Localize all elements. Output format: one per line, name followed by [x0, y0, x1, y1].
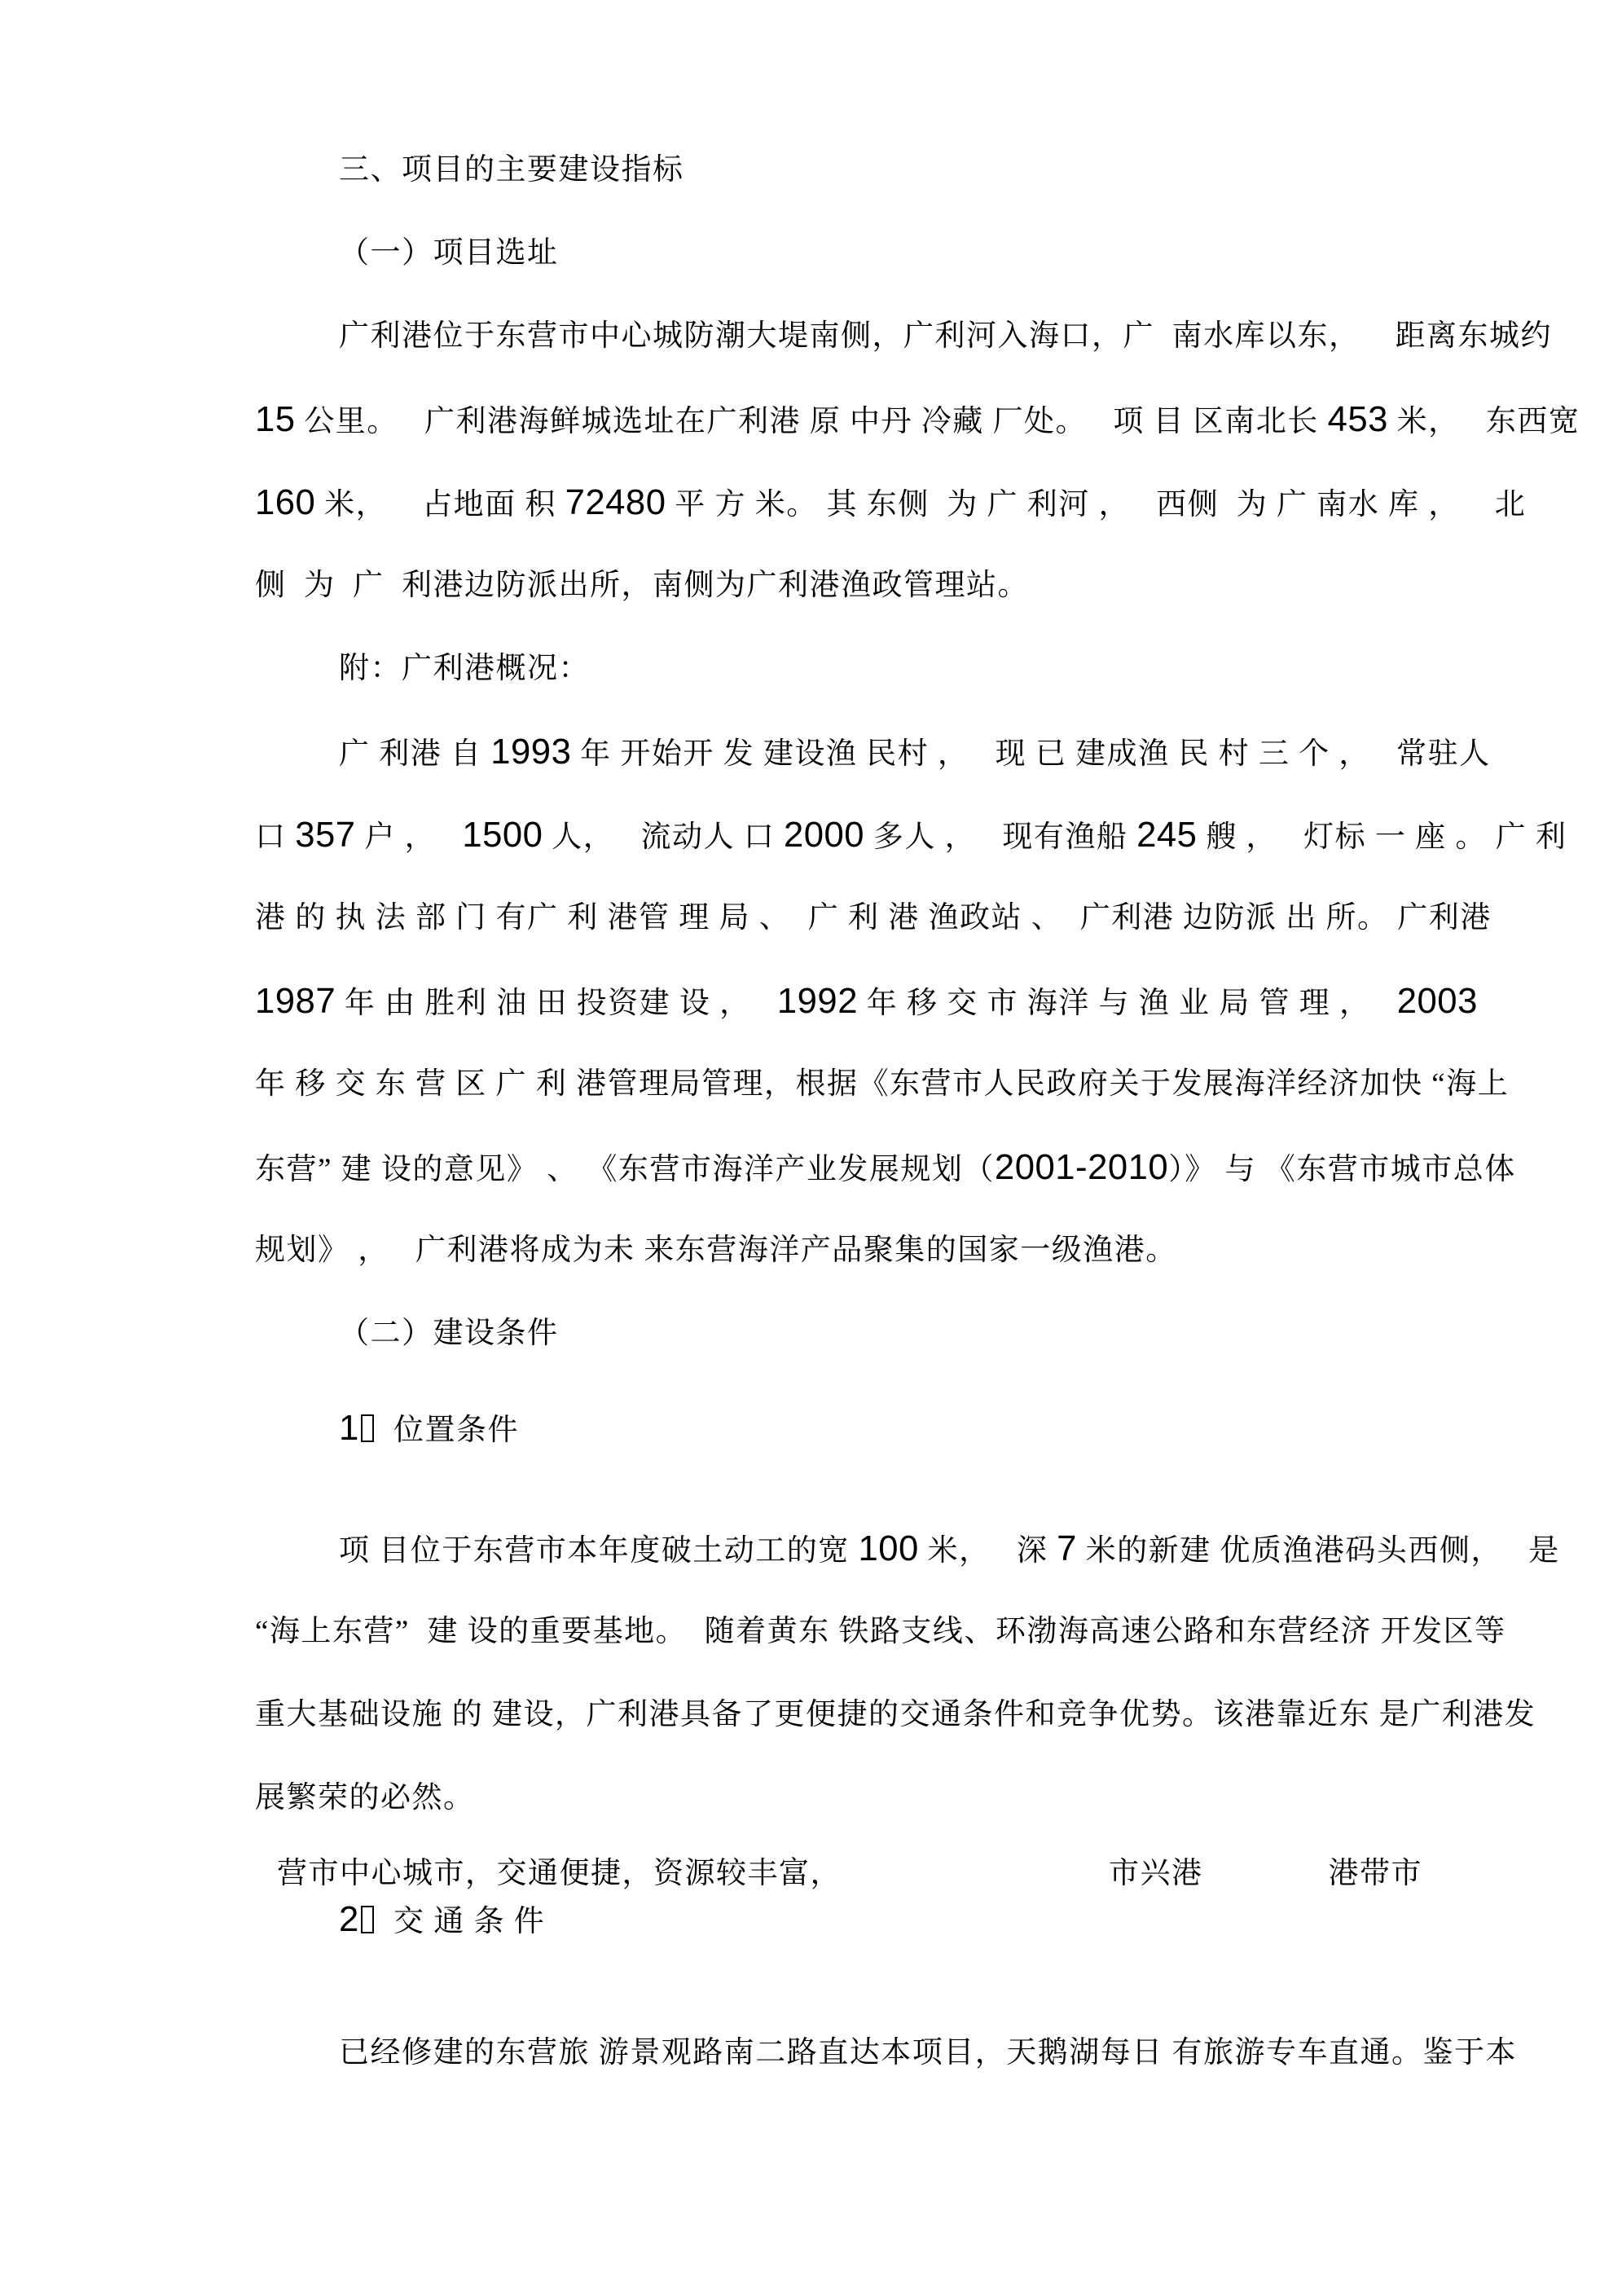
- subsection-heading-location: 1 位置条件: [339, 1408, 519, 1448]
- text-line: 项 目位于东营市本年度破土动工的宽 100 米， 深 7 米的新建 优质渔港码头西侧， 是: [339, 1528, 1560, 1568]
- text-line: “海上东营” 建 设的重要基地。 随着黄东 铁路支线、环渤海高速公路和东营经济 开发区等: [255, 1615, 1506, 1648]
- text-line: 重大基础设施 的 建设，广利港具备了更便捷的交通条件和竞争优势。该港靠近东 是广利港发: [255, 1698, 1536, 1731]
- section-heading-conditions: （二）建设条件: [339, 1317, 559, 1350]
- text-line-fragment: 营市中心城市，交通便捷，资源较丰富， 市兴港 港带市: [277, 1857, 1422, 1890]
- text-line: 已经修建的东营旅 游景观路南二路直达本项目，天鹅湖每日 有旅游专车直通。鉴于本: [339, 2036, 1517, 2069]
- text-line: 年 移 交 东 营 区 广 利 港管理局管理，根据《东营市人民政府关于发展海洋经济加快 “海上: [255, 1067, 1510, 1101]
- text-line: 广 利港 自 1993 年 开始开 发 建设渔 民村 ， 现 已 建成渔 民 村 三 个 ， 常驻人: [339, 732, 1491, 772]
- text-line: 口 357 户 ， 1500 人， 流动人 口 2000 多人 ， 现有渔船 245 艘 ， 灯标 一 座 。 广 利: [255, 815, 1567, 855]
- text-line: 东营” 建 设的意见》 、 《东营市海洋产业发展规划（2001-2010）》 与 《东营市城市总体: [255, 1147, 1516, 1187]
- section-heading-site: （一）项目选址: [339, 236, 559, 270]
- text-line: 广利港位于东营市中心城防潮大堤南侧，广利河入海口，广 南水库以东， 距离东城约: [339, 319, 1552, 353]
- text-line: 160 米， 占地面 积 72480 平 方 米。 其 东侧 为 广 利河 ， 西侧 为 广 南水 库 ， 北: [255, 482, 1527, 522]
- missing-glyph-box: [361, 1414, 374, 1442]
- text-line: 展繁荣的必然。: [255, 1781, 475, 1814]
- text-line: 1987 年 由 胜利 油 田 投资建 设 ， 1992 年 移 交 市 海洋 与 渔 业 局 管 理 ， 2003: [255, 981, 1478, 1021]
- attachment-heading: 附：广利港概况：: [339, 652, 590, 685]
- subsection-heading-traffic: 2 交 通 条 件: [339, 1899, 546, 1939]
- missing-glyph-box: [361, 1906, 374, 1933]
- text-line: 规划》 ， 广利港将成为未 来东营海洋产品聚集的国家一级渔港。: [255, 1234, 1177, 1267]
- text-line: 港 的 执 法 部 门 有广 利 港管 理 局 、 广 利 港 渔政站 、 广利港 边防派 出 所。 广利港: [255, 901, 1492, 935]
- section-heading-main: 三、项目的主要建设指标: [339, 153, 684, 187]
- text-line: 15 公里。 广利港海鲜城选址在广利港 原 中丹 冷藏 厂处。 项 目 区南北长 453 米， 东西宽: [255, 399, 1580, 439]
- text-line: 侧 为 广 利港边防派出所，南侧为广利港渔政管理站。: [255, 569, 1029, 602]
